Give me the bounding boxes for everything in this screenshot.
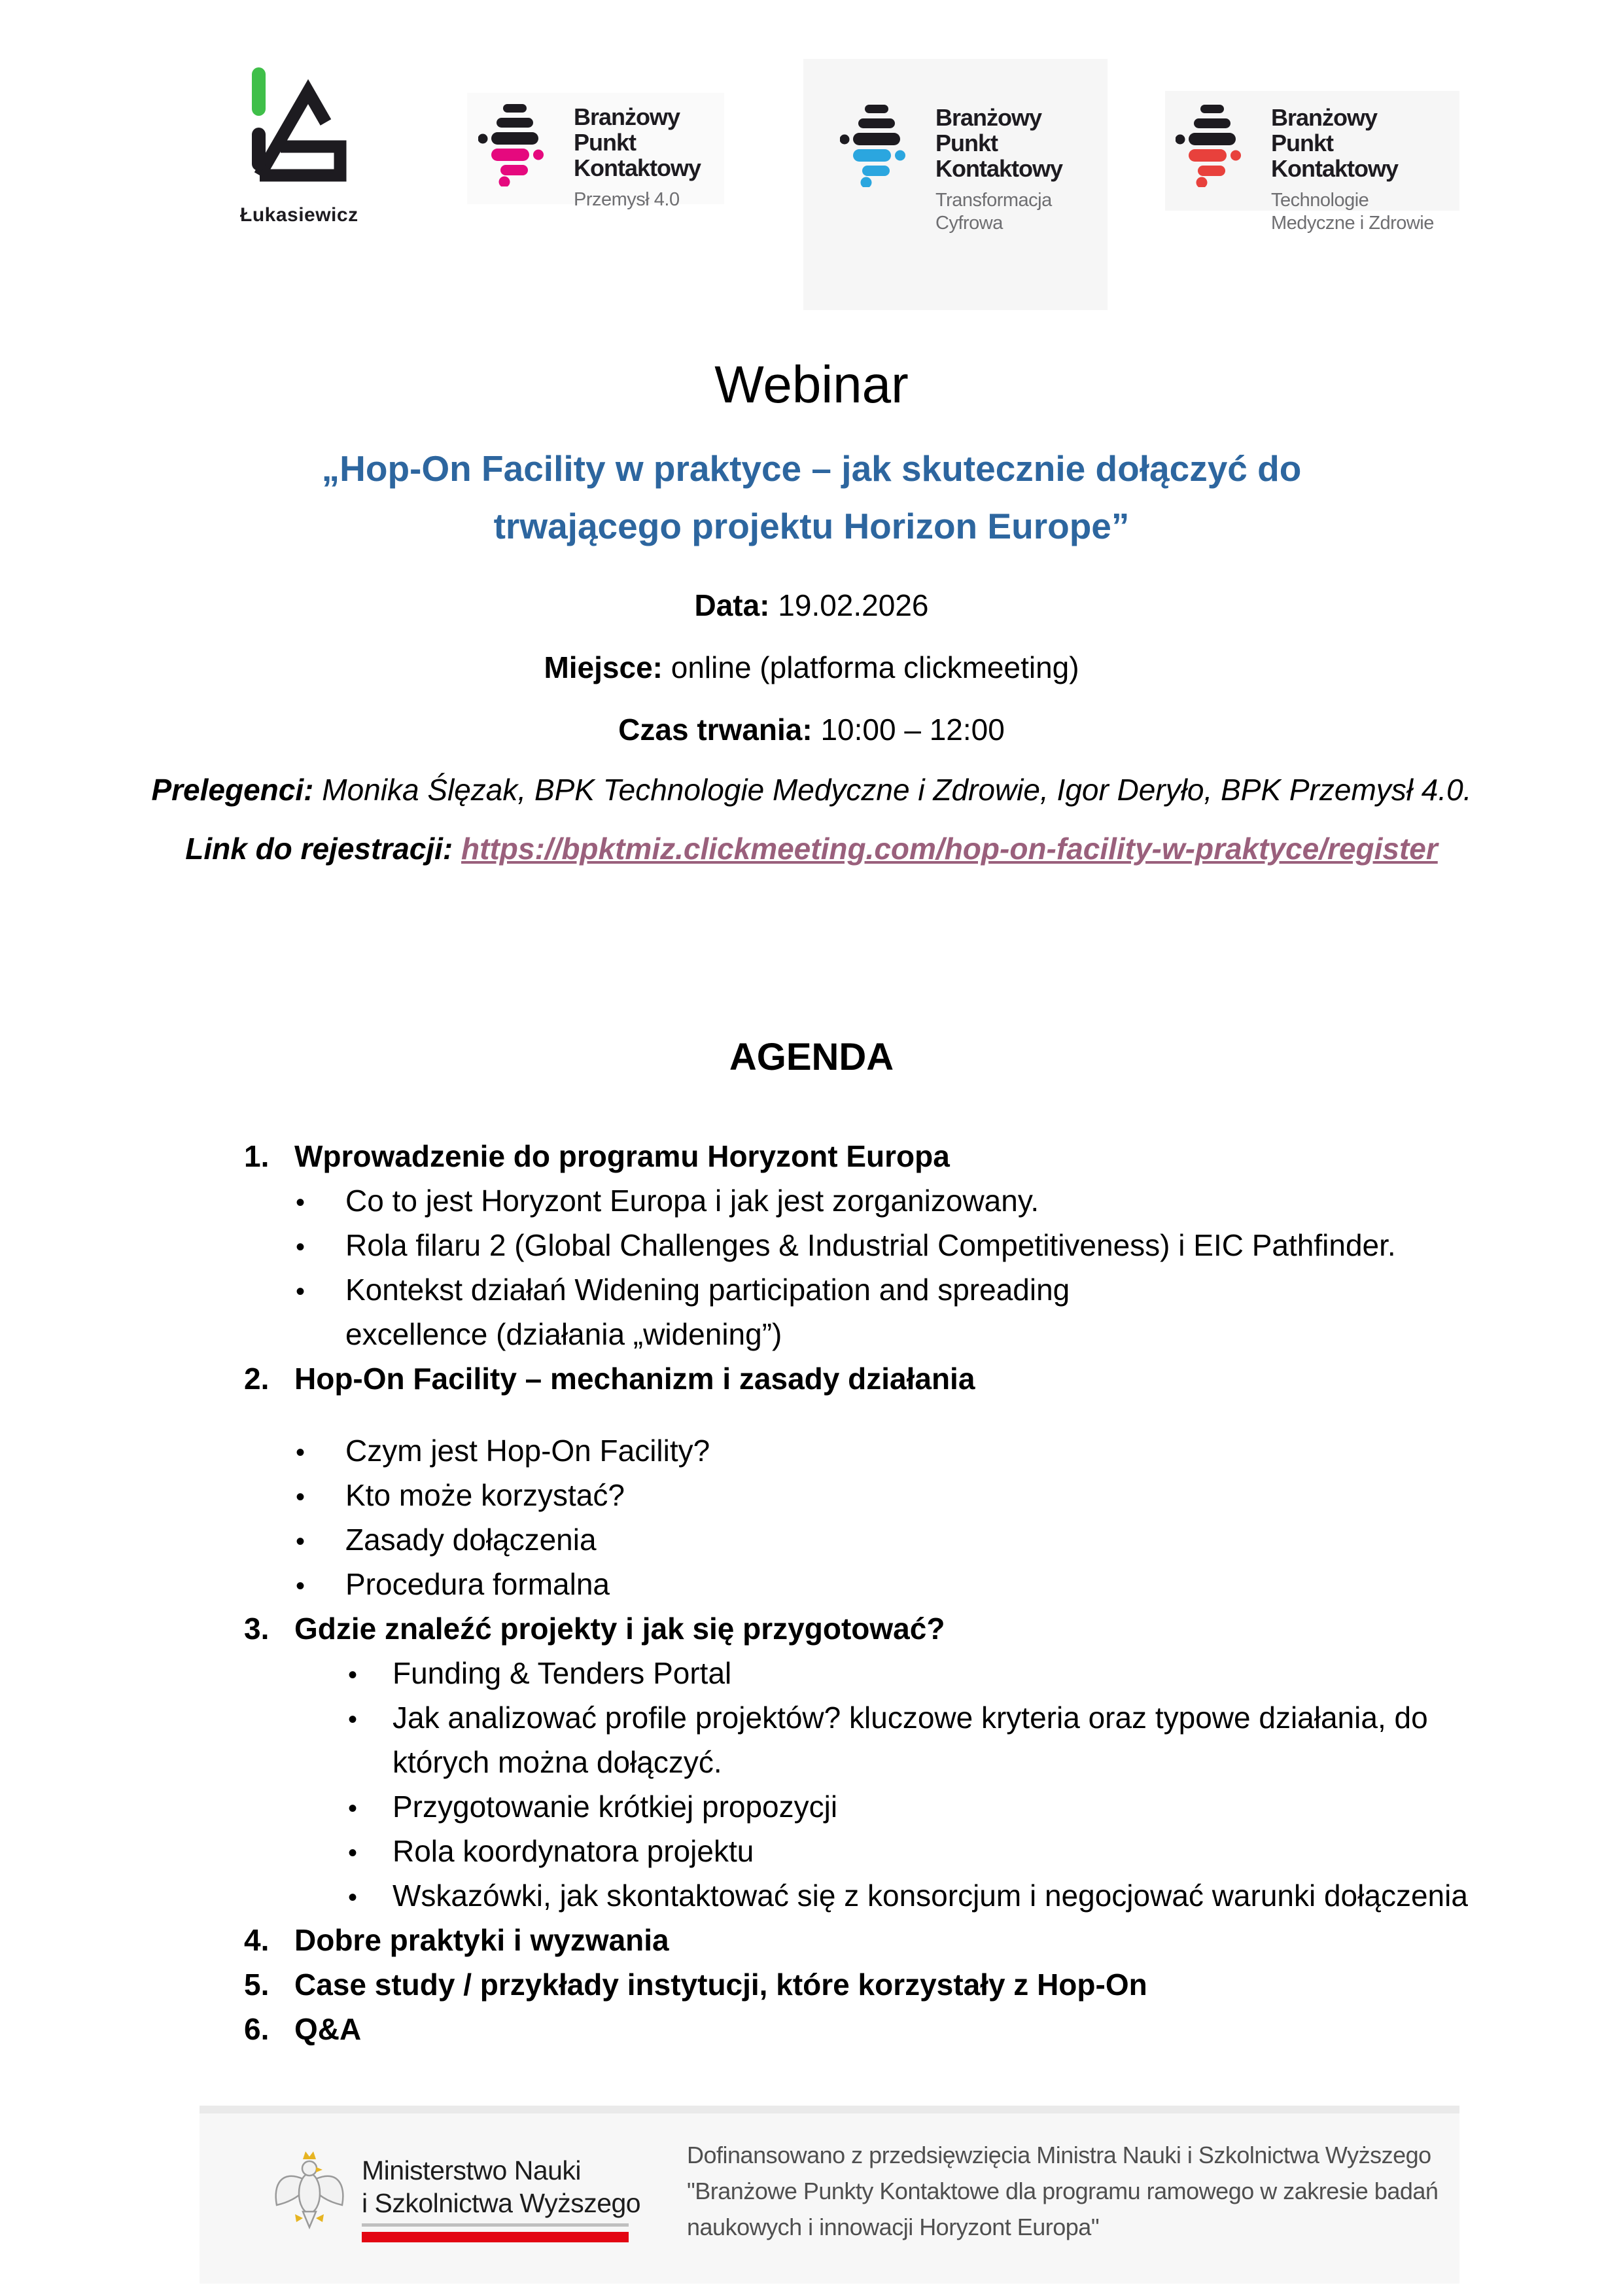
bpk-przemysl-logo [467, 93, 724, 210]
agenda-item-5 [0, 1962, 1623, 2007]
bpk-funnel-icon [478, 104, 559, 186]
agenda-bullet-continuation: excellence (działania „widening”) [345, 1317, 782, 1351]
agenda-bullet: • Zasady dołączenia [0, 1517, 1623, 1562]
bpk-subtitle: Cyfrowa [935, 213, 1003, 234]
agenda-item-number: 6. [244, 2012, 270, 2046]
agenda-item-6 [0, 2007, 1623, 2051]
agenda-item-number: 2. [244, 1362, 270, 1396]
bpk-title-line: Kontaktowy [1271, 155, 1399, 182]
date-line [0, 588, 1623, 623]
agenda-item-number: 5. [244, 1968, 270, 2002]
bpk-funnel-icon [1176, 105, 1257, 187]
bpk-transformacja-logo [803, 59, 1108, 310]
agenda-item-number: 4. [244, 1923, 270, 1957]
funding-line1: Dofinansowano z przedsięwzięcia Ministra Nauki i Szkolnictwa Wyższego [687, 2142, 1431, 2168]
agenda-bullet: • Jak analizować profile projektów? kluczowe kryteria oraz typowe działania, do [0, 1695, 1623, 1740]
agenda-item-title: Dobre praktyki i wyzwania [294, 1923, 669, 1957]
webinar-subtitle [0, 440, 1623, 555]
agenda-item-number: 3. [244, 1612, 270, 1646]
webinar-subtitle-line2: trwającego projektu Horizon Europe” [493, 506, 1130, 546]
funding-line3: naukowych i innowacji Horyzont Europa" [687, 2214, 1100, 2240]
bpk-transformacja-text [935, 105, 1062, 235]
duration-line [0, 712, 1623, 747]
agenda-bullet-continuation: których można dołączyć. [393, 1745, 722, 1779]
ministry-name-line1: Ministerstwo Nauki [362, 2155, 582, 2185]
lukasiewicz-label: Łukasiewicz [240, 204, 358, 226]
agenda-item-4 [0, 1918, 1623, 1962]
agenda-item-title: Case study / przykłady instytucji, które korzystały z Hop-On [294, 1968, 1147, 2002]
bpk-title-line: Punkt [1271, 130, 1334, 156]
lukasiewicz-mark-icon [240, 67, 355, 192]
registration-label: Link do rejestracji: [185, 832, 462, 866]
speakers-value: Monika Ślęzak, BPK Technologie Medyczne i Zdrowie, Igor Deryło, BPK Przemysł 4.0. [313, 773, 1472, 807]
agenda-bullet: • Funding & Tenders Portal [0, 1651, 1623, 1695]
ministry-flag-rule [362, 2223, 629, 2242]
agenda-bullet: • Co to jest Horyzont Europa i jak jest zorganizowany. [0, 1178, 1623, 1223]
agenda-item-title: Hop-On Facility – mechanizm i zasady działania [294, 1362, 975, 1396]
agenda-item-1 [0, 1134, 1623, 1178]
place-label: Miejsce: [544, 650, 663, 684]
registration-line [0, 831, 1623, 866]
agenda-heading: AGENDA [729, 1036, 894, 1078]
agenda-list [0, 1134, 1623, 2051]
agenda-item-title: Q&A [294, 2012, 362, 2046]
agenda-bullet: • Kontekst działań Widening participation and spreading [0, 1267, 1623, 1312]
partner-logos-row [0, 0, 1623, 340]
date-value: 19.02.2026 [769, 588, 929, 622]
bpk-title-line: Branżowy [1271, 104, 1378, 131]
webinar-subtitle-line1: „Hop-On Facility w praktyce – jak skutecznie dołączyć do [321, 448, 1302, 489]
ministry-eagle-icon [270, 2145, 349, 2233]
funding-line2: "Branżowe Punkty Kontaktowe dla programu ramowego w zakresie badań [687, 2178, 1439, 2204]
bpk-title-line: Branżowy [574, 103, 680, 130]
agenda-item-title: Gdzie znaleźć projekty i jak się przygotować? [294, 1612, 945, 1646]
speakers-label: Prelegenci: [151, 773, 314, 807]
agenda-item-2 [0, 1356, 1623, 1401]
bpk-title-line: Kontaktowy [935, 155, 1063, 182]
agenda-item-title: Wprowadzenie do programu Horyzont Europa [294, 1139, 950, 1173]
agenda-item-3 [0, 1606, 1623, 1651]
duration-label: Czas trwania: [618, 713, 812, 747]
page-title: Webinar [714, 355, 909, 414]
ministry-name-line2: i Szkolnictwa Wyższego [362, 2188, 641, 2218]
place-value: online (platforma clickmeeting) [662, 650, 1079, 684]
bpk-title-line: Punkt [935, 130, 998, 156]
agenda-bullet: • Rola filaru 2 (Global Challenges & Industrial Competitiveness) i EIC Pathfinder. [0, 1223, 1623, 1267]
bpk-medyczne-logo [1165, 91, 1459, 234]
place-line [0, 650, 1623, 685]
agenda-bullet: • Kto może korzystać? [0, 1473, 1623, 1517]
agenda-bullet: • Wskazówki, jak skontaktować się z konsorcjum i negocjować warunki dołączenia [0, 1873, 1623, 1918]
footer-band [200, 2106, 1459, 2284]
funding-statement [687, 2137, 1438, 2245]
bpk-subtitle: Transformacja [935, 190, 1052, 211]
bpk-subtitle: Technologie [1271, 190, 1369, 211]
bpk-title-line: Punkt [574, 129, 637, 156]
ministry-logotype [362, 2154, 640, 2219]
lukasiewicz-logo [240, 67, 358, 226]
agenda-item-number: 1. [244, 1139, 270, 1173]
agenda-bullet: • Procedura formalna [0, 1562, 1623, 1606]
registration-link[interactable]: https://bpktmiz.clickmeeting.com/hop-on-facility-w-praktyce/register [461, 832, 1438, 866]
bpk-przemysl-text [574, 104, 701, 211]
speakers-line [0, 772, 1623, 807]
agenda-bullet: • Rola koordynatora projektu [0, 1829, 1623, 1873]
agenda-bullet: • Przygotowanie krótkiej propozycji [0, 1784, 1623, 1829]
bpk-medyczne-text [1271, 105, 1434, 235]
bpk-funnel-icon [840, 105, 921, 187]
bpk-subtitle: Przemysł 4.0 [574, 189, 680, 210]
bpk-title-line: Branżowy [935, 104, 1042, 131]
flag-gray-bar [362, 2223, 629, 2227]
bpk-title-line: Kontaktowy [574, 154, 701, 181]
flag-red-bar [362, 2232, 629, 2242]
date-label: Data: [694, 588, 770, 622]
duration-value: 10:00 – 12:00 [812, 713, 1005, 747]
bpk-subtitle: Medyczne i Zdrowie [1271, 213, 1434, 234]
agenda-bullet: • Czym jest Hop-On Facility? [0, 1428, 1623, 1473]
